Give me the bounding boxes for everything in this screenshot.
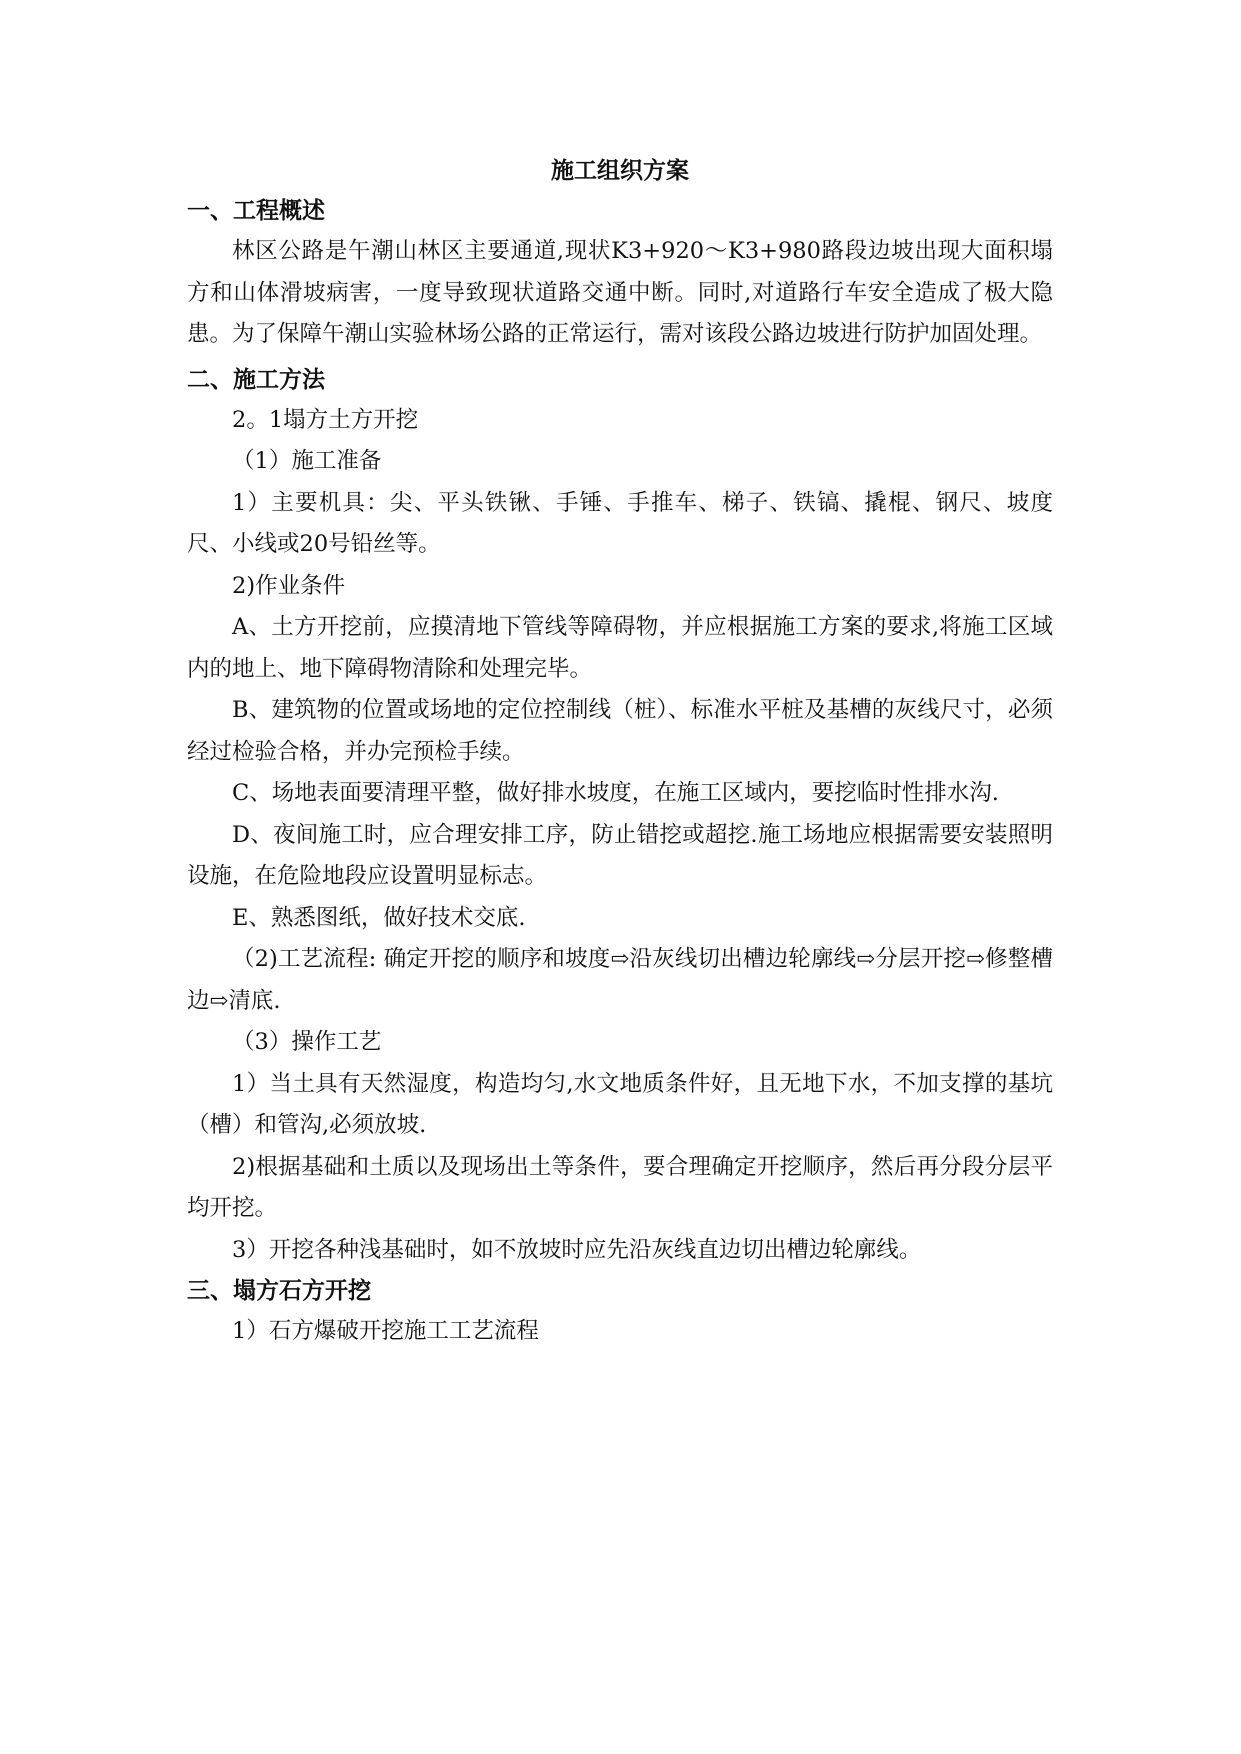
paragraph: 1）石方爆破开挖施工工艺流程 (232, 1318, 539, 1344)
paragraph: C、场地表面要清理平整，做好排水坡度，在施工区域内，要挖临时性排水沟. (232, 780, 999, 806)
paragraph: 1）当土具有天然湿度，构造均匀,水文地质条件好，且无地下水，不加支撑的基坑（槽）和管沟,必须放坡. (187, 1070, 1053, 1138)
paragraph: 1）主要机具：尖、平头铁锹、手锤、手推车、梯子、铁镐、撬棍、钢尺、坡度尺、小线或20号铅丝等。 (187, 489, 1053, 557)
paragraph: 3）开挖各种浅基础时，如不放坡时应先沿灰线直边切出槽边轮廓线。 (232, 1236, 922, 1263)
section-heading-rock-excavation: 三、塌方石方开挖 (187, 1278, 371, 1304)
document-title: 施工组织方案 (551, 158, 689, 184)
paragraph: 2)根据基础和土质以及现场出土等条件，要合理确定开挖顺序，然后再分段分层平均开挖。 (187, 1153, 1053, 1221)
paragraph: 2)作业条件 (232, 572, 346, 599)
paragraph: E、熟悉图纸，做好技术交底. (232, 904, 526, 931)
paragraph: （2)工艺流程: 确定开挖的顺序和坡度⇨沿灰线切出槽边轮廓线⇨分层开挖⇨修整槽边⇨清底. (187, 946, 1053, 1014)
section-heading-methods: 二、施工方法 (187, 366, 325, 393)
section-heading-overview: 一、工程概述 (187, 198, 325, 224)
paragraph: D、夜间施工时，应合理安排工序，防止错挖或超挖.施工场地应根据需要安装照明设施，在危险地段应设置明显标志。 (187, 821, 1053, 889)
paragraph: （3）操作工艺 (232, 1029, 382, 1055)
document-body (187, 151, 1053, 1353)
subsection-heading: 2。1塌方土方开挖 (232, 406, 419, 433)
paragraph: A、土方开挖前，应摸清地下管线等障碍物，并应根据施工方案的要求,将施工区域内的地上、地下障碍物清除和处理完毕。 (187, 614, 1053, 682)
paragraph: 林区公路是午潮山林区主要通道,现状K3+920～K3+980路段边坡出现大面积塌方和山体滑坡病害，一度导致现状道路交通中断。同时,对道路行车安全造成了极大隐患。为了保障午潮山实验林场公路的正常运行，需对该段公路边坡进行防护加固处理。 (187, 238, 1053, 347)
paragraph: （1）施工准备 (232, 448, 382, 474)
paragraph: B、建筑物的位置或场地的定位控制线（桩）、标准水平桩及基槽的灰线尺寸，必须经过检验合格，并办完预检手续。 (187, 697, 1053, 765)
